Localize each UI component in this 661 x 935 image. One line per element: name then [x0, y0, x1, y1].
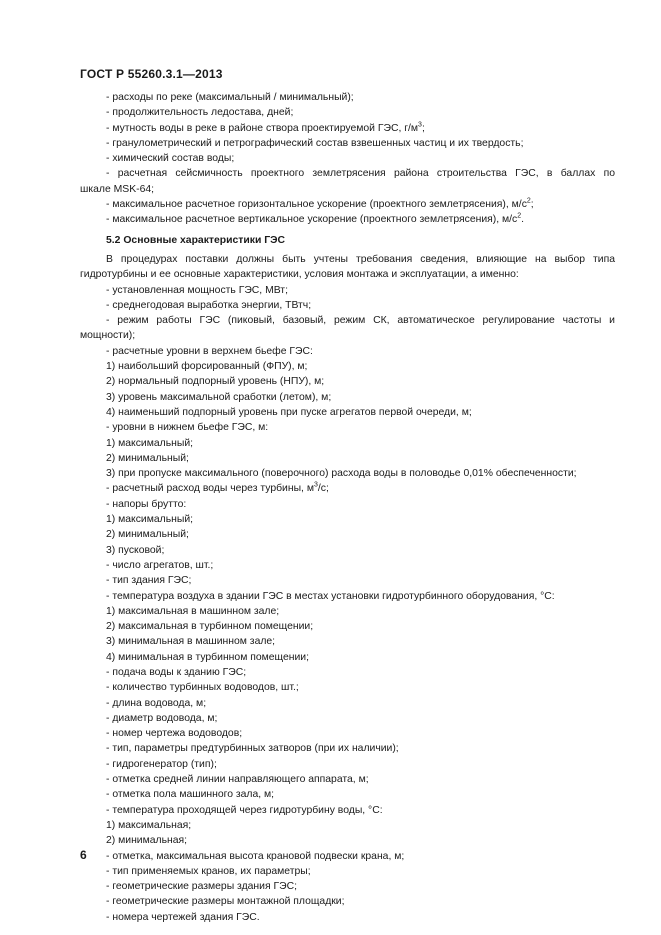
list-item: - расчетные уровни в верхнем бьефе ГЭС: [106, 345, 313, 357]
list-item: - температура воздуха в здании ГЭС в местах установки гидротурбинного оборудования, °С: [106, 590, 555, 602]
list-item: 1) максимальная; [106, 819, 192, 831]
list-item: - число агрегатов, шт.; [106, 559, 214, 571]
list-item-seismic-line2: шкале MSK-64; [80, 183, 155, 195]
list-item: 4) наименьший подпорный уровень при пуске агрегатов первой очереди, м; [106, 406, 472, 418]
list-item: 2) минимальная; [106, 835, 188, 847]
list-item: - диаметр водовода, м; [106, 712, 218, 724]
list-item: - химический состав воды; [106, 153, 235, 165]
list-item: - уровни в нижнем бьефе ГЭС, м: [106, 422, 269, 434]
list-item: - геометрические размеры здания ГЭС; [106, 881, 297, 893]
list-item: - тип здания ГЭС; [106, 575, 192, 587]
list-item: 2) минимальный; [106, 529, 189, 541]
document-body [80, 90, 615, 925]
list-item: 3) пусковой; [106, 544, 165, 556]
document-header: ГОСТ Р 55260.3.1—2013 [80, 67, 223, 81]
list-item: - тип, параметры предтурбинных затворов (при их наличии); [106, 743, 399, 755]
list-item: - мутность воды в реке в районе створа проектируемой ГЭС, $г/м^3$; [106, 121, 425, 134]
list-item: 1) наибольший форсированный (ФПУ), м; [106, 361, 308, 373]
section-heading: 5.2 Основные характеристики ГЭС [106, 234, 286, 246]
list-item: 1) максимальная в машинном зале; [106, 605, 280, 617]
list-item: - максимальное расчетное горизонтальное ускорение (проектного землетрясения), $м/с^2$; [106, 197, 534, 211]
list-item: 2) нормальный подпорный уровень (НПУ), м; [106, 376, 325, 388]
list-item: - номер чертежа водоводов; [106, 728, 243, 740]
list-item: - длина водовода, м; [106, 697, 207, 709]
list-item: 2) минимальный; [106, 452, 189, 464]
intro-line2: гидротурбины и ее основные характеристики, условия монтажа и эксплуатации, а именно: [80, 269, 519, 281]
list-item: - продолжительность ледостава, дней; [106, 107, 294, 119]
intro-line1: В процедурах поставки должны быть учтены требования сведения, влияющие на выбор типа [106, 253, 615, 265]
list-item: - температура проходящей через гидротурбину воды, °С: [106, 804, 383, 816]
list-item: 3) уровень максимальной сработки (летом), м; [106, 391, 332, 403]
list-item: - отметка, максимальная высота крановой подвески крана, м; [106, 850, 405, 862]
list-item: - тип применяемых кранов, их параметры; [106, 865, 311, 877]
list-item: - расчетный расход воды через турбины, $м^3/с$; [106, 481, 329, 495]
list-item: - подача воды к зданию ГЭС; [106, 666, 247, 678]
list-item: - среднегодовая выработка энергии, ТВтч; [106, 299, 312, 311]
list-item-mode-line1: - режим работы ГЭС (пиковый, базовый, режим СК, автоматическое регулирование частоты и [106, 315, 615, 327]
list-item: - напоры брутто: [106, 498, 187, 510]
list-item: - расходы по реке (максимальный / минимальный); [106, 92, 354, 103]
list-item: - номера чертежей здания ГЭС. [106, 911, 260, 923]
list-item: - количество турбинных водоводов, шт.; [106, 682, 299, 694]
list-item: - установленная мощность ГЭС, МВт; [106, 284, 288, 296]
list-item: 3) при пропуске максимального (поверочного) расхода воды в половодье 0,01% обеспеченности; [106, 468, 577, 480]
list-item: - отметка пола машинного зала, м; [106, 789, 275, 801]
list-item: - геометрические размеры монтажной площадки; [106, 896, 345, 908]
list-item: 1) максимальный; [106, 514, 194, 526]
list-item: - максимальное расчетное вертикальное ускорение (проектного землетрясения), $м/с^2$. [106, 212, 525, 226]
list-item: - гранулометрический и петрографический состав взвешенных частиц и их твердость; [106, 137, 524, 149]
list-item-seismic-line1: - расчетная сейсмичность проектного землетрясения района строительства ГЭС, в баллах по [106, 168, 615, 180]
list-item: 3) минимальная в машинном зале; [106, 636, 276, 648]
page-number: 6 [80, 848, 87, 862]
list-item: - отметка средней линии направляющего аппарата, м; [106, 774, 369, 786]
list-item: 4) минимальная в турбинном помещении; [106, 651, 309, 663]
list-item: 1) максимальный; [106, 437, 194, 449]
list-item: - гидрогенератор (тип); [106, 758, 217, 770]
list-item: 2) максимальная в турбинном помещении; [106, 621, 314, 633]
list-item-mode-line2: мощности); [80, 330, 136, 342]
